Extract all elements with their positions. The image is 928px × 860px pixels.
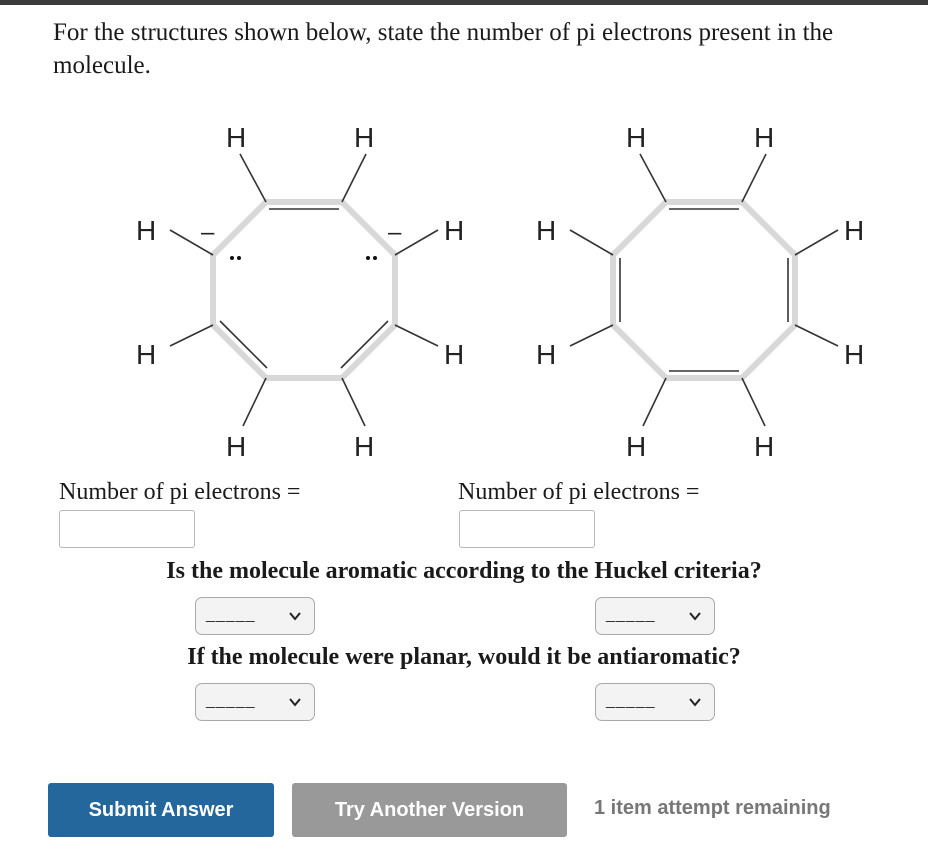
double-bond-line (220, 321, 267, 368)
double-bond-line (341, 321, 388, 368)
aromatic-dropdown-right[interactable] (595, 597, 715, 635)
atom-h-upper-left: H (536, 215, 557, 246)
dropdown-value: _____ (606, 606, 656, 623)
atom-h-lower-left: H (536, 339, 557, 370)
bond-line (795, 325, 838, 346)
bond-line (170, 325, 213, 346)
lone-pair-dot (237, 256, 241, 260)
bond-line (795, 230, 838, 255)
atom-h-lower-right: H (444, 339, 465, 370)
molecule-right (516, 106, 886, 466)
atom-h-top-right: H (754, 122, 775, 153)
bond-line (342, 378, 365, 426)
bond-line (395, 325, 438, 346)
chevron-down-icon (288, 695, 302, 709)
negative-charge-right: – (388, 219, 402, 246)
pi-label-left: Number of pi electrons = (59, 479, 301, 505)
atom-h-upper-left: H (136, 215, 157, 246)
lone-pair-dot (230, 256, 234, 260)
antiaromatic-question: If the molecule were planar, would it be antiaromatic? (187, 644, 741, 670)
pi-electrons-input-right[interactable] (459, 510, 595, 548)
molecule-left (116, 106, 486, 466)
ring-skeleton (613, 202, 795, 378)
chevron-down-icon (688, 609, 702, 623)
bond-line (243, 378, 266, 426)
atom-h-top-right: H (354, 122, 375, 153)
bond-line (395, 230, 438, 255)
lone-pair-dot (373, 256, 377, 260)
submit-answer-button[interactable]: Submit Answer (48, 783, 274, 837)
aromatic-dropdown-left[interactable] (195, 597, 315, 635)
atom-h-bottom-left: H (226, 431, 247, 462)
antiaromatic-dropdown-right[interactable] (595, 683, 715, 721)
aromatic-question: Is the molecule aromatic according to the Huckel criteria? (166, 558, 762, 584)
atom-h-upper-right: H (444, 215, 465, 246)
bond-line (643, 378, 666, 426)
lone-pair-dot (366, 256, 370, 260)
bond-line (640, 154, 666, 202)
atom-h-upper-right: H (844, 215, 865, 246)
atom-h-lower-left: H (136, 339, 157, 370)
dropdown-value: _____ (606, 692, 656, 709)
bond-line (240, 154, 266, 202)
chevron-down-icon (688, 695, 702, 709)
bond-line (742, 154, 766, 202)
atom-h-lower-right: H (844, 339, 865, 370)
ring-skeleton (213, 202, 395, 378)
atom-h-bottom-left: H (626, 431, 647, 462)
atom-h-top-left: H (226, 122, 247, 153)
antiaromatic-dropdown-left[interactable] (195, 683, 315, 721)
bond-line (342, 154, 366, 202)
pi-electrons-input-left[interactable] (59, 510, 195, 548)
pi-label-right: Number of pi electrons = (458, 479, 700, 505)
top-bar (0, 0, 928, 5)
atom-h-bottom-right: H (354, 431, 375, 462)
dropdown-value: _____ (206, 606, 256, 623)
dropdown-value: _____ (206, 692, 256, 709)
bond-line (742, 378, 765, 426)
attempts-remaining-text: 1 item attempt remaining (594, 797, 831, 819)
bond-line (570, 230, 613, 255)
atom-h-top-left: H (626, 122, 647, 153)
negative-charge-left: – (201, 219, 215, 246)
bond-line (570, 325, 613, 346)
try-another-version-button[interactable]: Try Another Version (292, 783, 567, 837)
question-prompt: For the structures shown below, state the number of pi electrons present in the molecule. (53, 19, 834, 79)
atom-h-bottom-right: H (754, 431, 775, 462)
chevron-down-icon (288, 609, 302, 623)
